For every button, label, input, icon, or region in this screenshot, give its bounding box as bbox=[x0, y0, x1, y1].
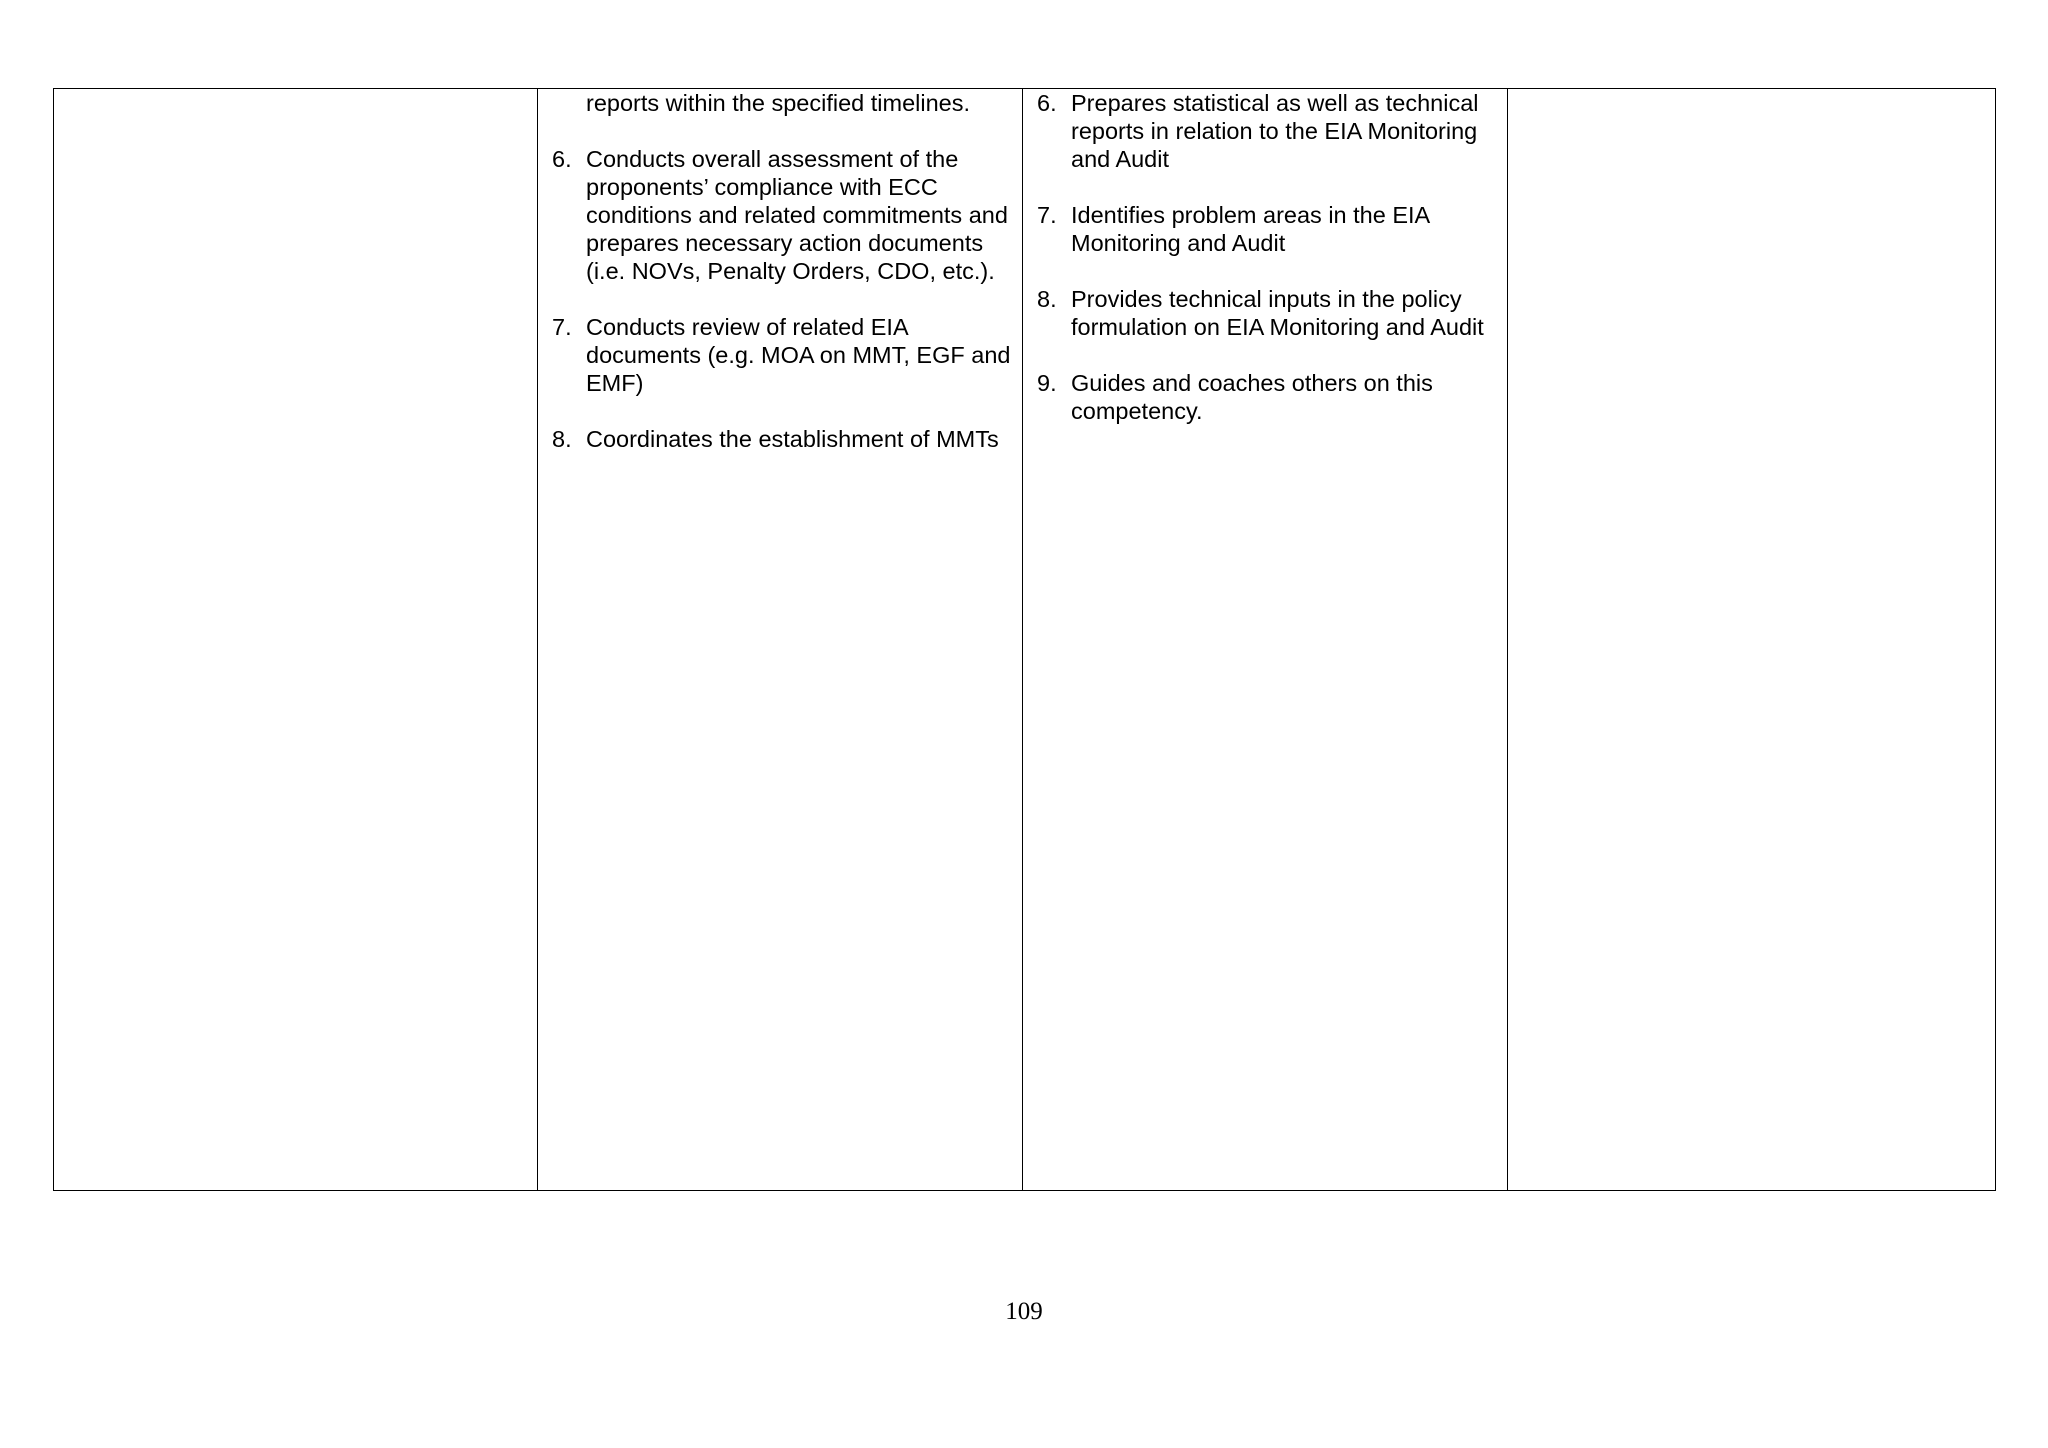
list-item-number: 7. bbox=[1037, 202, 1057, 228]
table-cell-column-3 bbox=[1023, 89, 1508, 1190]
list-item bbox=[1037, 89, 1497, 173]
continuation-text: reports within the specified timelines. bbox=[586, 90, 971, 116]
competency-table bbox=[53, 88, 1996, 1191]
list-item bbox=[552, 425, 1012, 453]
list-item-text: Coordinates the establishment of MMTs bbox=[586, 426, 999, 452]
list-item-number: 6. bbox=[1037, 90, 1057, 116]
table-cell-column-4 bbox=[1508, 89, 1995, 1190]
list-item bbox=[1037, 285, 1497, 341]
table-cell-column-2 bbox=[538, 89, 1023, 1190]
list-item-number: 9. bbox=[1037, 370, 1057, 396]
list-item-text: Provides technical inputs in the policy formulation on EIA Monitoring and Audit bbox=[1071, 286, 1484, 340]
list-item bbox=[1037, 369, 1497, 425]
list-item-number: 6. bbox=[552, 146, 572, 172]
indicator-list bbox=[552, 145, 1012, 453]
list-item-text: Conducts review of related EIA documents (e.g. MOA on MMT, EGF and EMF) bbox=[586, 314, 1011, 396]
list-item-number: 7. bbox=[552, 314, 572, 340]
list-item-number: 8. bbox=[1037, 286, 1057, 312]
list-item-text: Guides and coaches others on this competency. bbox=[1071, 370, 1433, 424]
indicator-list bbox=[1037, 89, 1497, 425]
table-cell-column-1 bbox=[54, 89, 538, 1190]
list-item-number: 8. bbox=[552, 426, 572, 452]
list-item bbox=[1037, 201, 1497, 257]
list-item-text: Conducts overall assessment of the proponents’ compliance with ECC conditions and related commitments and prepares necessary action documents (i.e. NOVs, Penalty Orders, CDO, etc.). bbox=[586, 146, 1008, 284]
list-item-text: Prepares statistical as well as technical reports in relation to the EIA Monitoring and Audit bbox=[1071, 90, 1479, 172]
list-item bbox=[552, 313, 1012, 397]
list-item-text: Identifies problem areas in the EIA Monitoring and Audit bbox=[1071, 202, 1429, 256]
page-number: 109 bbox=[1005, 1298, 1043, 1325]
list-item bbox=[552, 145, 1012, 285]
